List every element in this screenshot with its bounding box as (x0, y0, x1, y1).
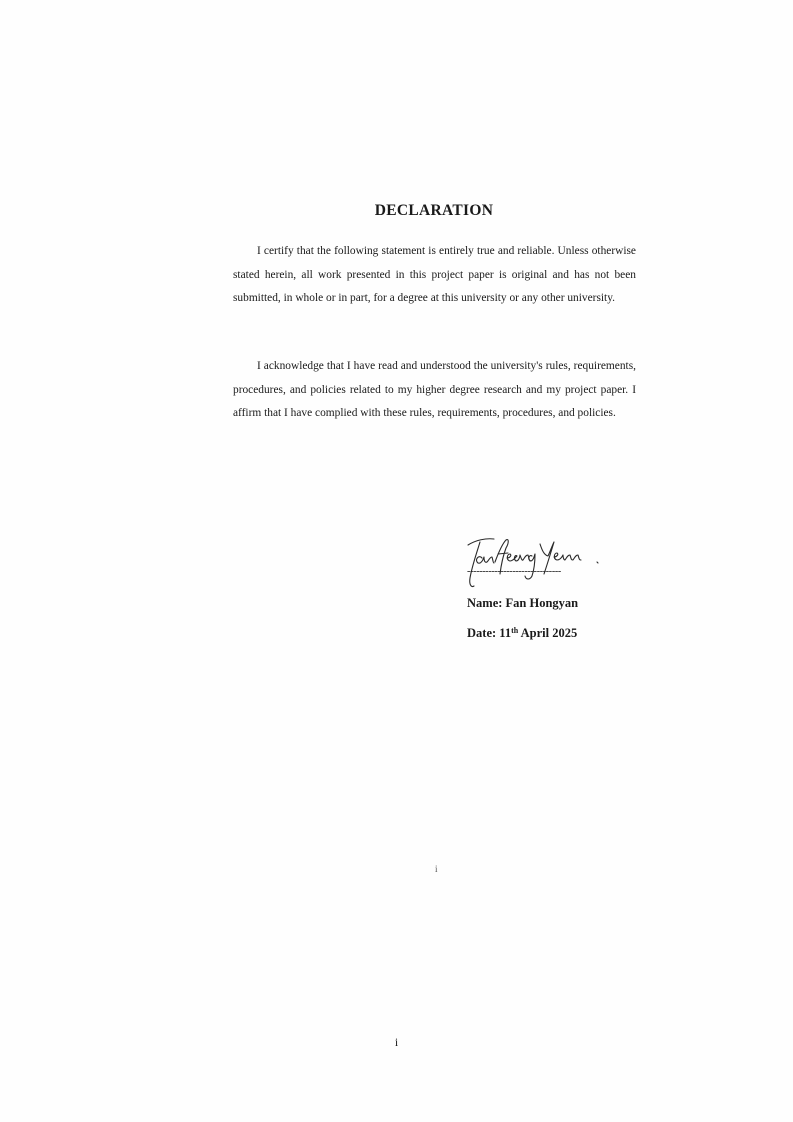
signatory-name: Name: Fan Hongyan (467, 596, 579, 610)
signature-line: ------------------------------- (467, 566, 561, 577)
date-label: Date: 11 (467, 626, 512, 640)
certification-paragraph: I certify that the following statement is entirely true and reliable. Unless otherwise stated herein, all work presented in this project paper is original and has not been submitted, in whole or in part, for a degree at this university or any other university. (233, 245, 636, 305)
date-ordinal-suffix: th (511, 626, 519, 635)
stray-mark: i (435, 864, 438, 874)
page-title: DECLARATION (374, 202, 494, 219)
handwritten-signature (462, 530, 622, 590)
date-month-year: April 2025 (518, 626, 578, 640)
page-number: i (394, 1035, 399, 1049)
signature-date (467, 626, 577, 641)
acknowledgement-paragraph: I acknowledge that I have read and understood the university's rules, requirements, procedures, and policies related to my higher degree research and my project paper. I affirm that I have complied with these rules, requirements, procedures, and policies. (233, 360, 636, 420)
